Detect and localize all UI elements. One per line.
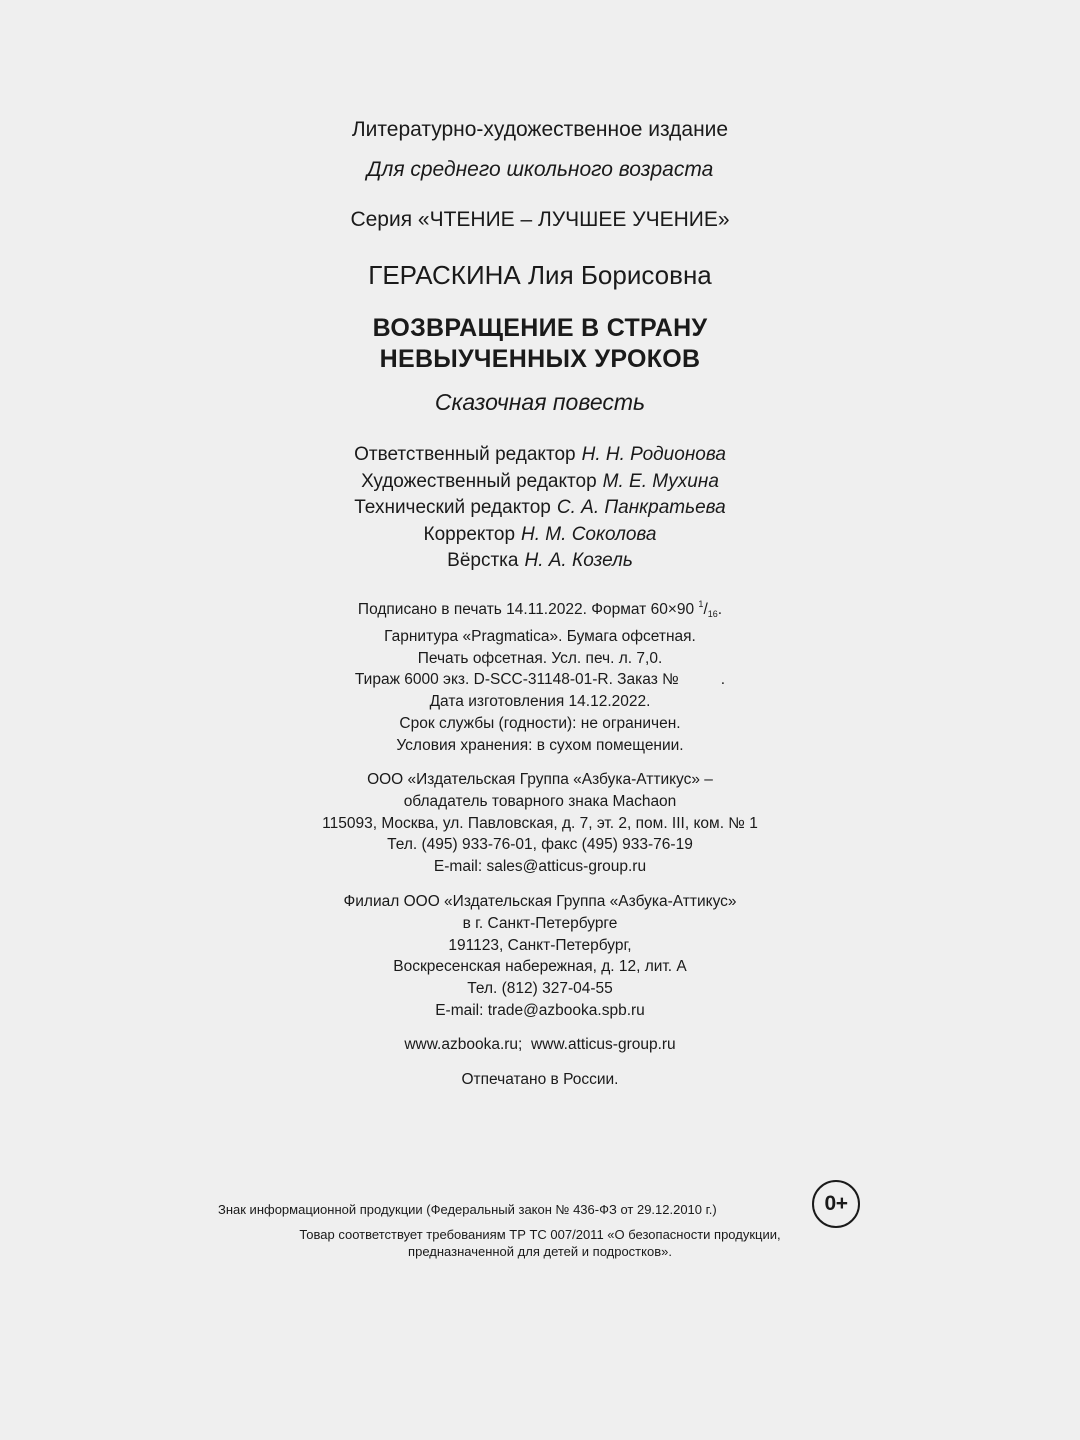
- publisher-info: [0, 769, 1080, 878]
- branch-email: E-mail: trade@azbooka.spb.ru: [435, 1001, 645, 1019]
- print-details-line: Гарнитура «Pragmatica». Бумага офсетная.: [384, 627, 696, 645]
- print-details-line: Условия хранения: в сухом помещении.: [396, 736, 684, 754]
- branch-line: в г. Санкт-Петербурге: [462, 914, 618, 932]
- websites: www.azbooka.ru; www.atticus-group.ru: [404, 1036, 676, 1053]
- book-title-line-1: ВОЗВРАЩЕНИЕ В СТРАНУ: [372, 314, 708, 342]
- age-rating-badge: 0+: [812, 1180, 860, 1228]
- print-details: [0, 594, 1080, 757]
- printed-in: Отпечатано в России.: [461, 1071, 619, 1088]
- signed-date-format: Подписано в печать 14.11.2022. Формат 60×90: [357, 601, 695, 618]
- format-denominator: 16: [707, 609, 718, 619]
- age-group: Для среднего школьного возраста: [366, 158, 714, 181]
- format-numerator: 1: [698, 599, 704, 609]
- branch-line: 191123, Санкт-Петербург,: [448, 936, 632, 954]
- staff-name: Н. Н. Родионова: [581, 444, 726, 465]
- author-name: ГЕРАСКИНА Лия Борисовна: [368, 260, 712, 290]
- print-details-line: Срок службы (годности): не ограничен.: [399, 714, 681, 732]
- staff-row: [0, 469, 1080, 496]
- staff-role: Технический редактор: [354, 497, 551, 518]
- circulation-order: Тираж 6000 экз. D-SCC-31148-01-R. Заказ №: [354, 671, 679, 689]
- order-dot: .: [720, 671, 726, 689]
- staff-row: [0, 442, 1080, 469]
- publisher-line: 115093, Москва, ул. Павловская, д. 7, эт. 2, пом. III, ком. № 1: [322, 814, 758, 832]
- format-slash: /: [703, 601, 708, 618]
- safety-line: предназначенной для детей и подростков».: [408, 1244, 672, 1259]
- branch-info: [0, 891, 1080, 1022]
- staff-role: Корректор: [423, 523, 516, 545]
- staff-row: [0, 548, 1080, 575]
- book-title-line-2: НЕВЫУЧЕННЫХ УРОКОВ: [379, 345, 701, 373]
- staff-role: Ответственный редактор: [354, 444, 576, 465]
- print-details-line: [0, 669, 1080, 691]
- staff-name: Н. М. Соколова: [521, 523, 657, 545]
- publisher-email: E-mail: sales@atticus-group.ru: [433, 858, 647, 876]
- staff-role: Художественный редактор: [361, 470, 597, 492]
- branch-line: Тел. (812) 327-04-55: [467, 980, 613, 998]
- print-details-line: [0, 594, 1080, 626]
- branch-line: Филиал ООО «Издательская Группа «Азбука-Аттикус»: [343, 893, 737, 910]
- staff-name: Н. А. Козель: [524, 550, 633, 571]
- branch-line: Воскресенская набережная, д. 12, лит. А: [393, 958, 687, 976]
- book-title: [0, 313, 1080, 375]
- staff-list: [0, 442, 1080, 575]
- publisher-line: обладатель товарного знака Machaon: [403, 792, 677, 810]
- staff-role: Вёрстка: [447, 550, 519, 571]
- print-details-line: Дата изготовления 14.12.2022.: [429, 693, 651, 711]
- edition-type: Литературно-художественное издание: [351, 118, 729, 141]
- format-dot: .: [717, 601, 723, 618]
- safety-line: Товар соответствует требованиям ТР ТС 007/2011 «О безопасности продукции,: [299, 1227, 781, 1242]
- safety-compliance: [0, 1226, 1080, 1260]
- publisher-line: ООО «Издательская Группа «Азбука-Аттикус» –: [367, 771, 713, 788]
- staff-row: [0, 495, 1080, 522]
- staff-name: М. Е. Мухина: [602, 470, 719, 492]
- info-product-sign-text: Знак информационной продукции (Федеральный закон № 436-ФЗ от 29.12.2010 г.): [218, 1202, 717, 1217]
- series-name: Серия «ЧТЕНИЕ – ЛУЧШЕЕ УЧЕНИЕ»: [350, 208, 730, 231]
- book-subtitle: Сказочная повесть: [434, 389, 646, 415]
- staff-row: [0, 522, 1080, 549]
- staff-name: С. А. Панкратьева: [556, 497, 726, 518]
- print-details-line: Печать офсетная. Усл. печ. л. 7,0.: [417, 649, 663, 667]
- publisher-line: Тел. (495) 933-76-01, факс (495) 933-76-19: [387, 836, 693, 854]
